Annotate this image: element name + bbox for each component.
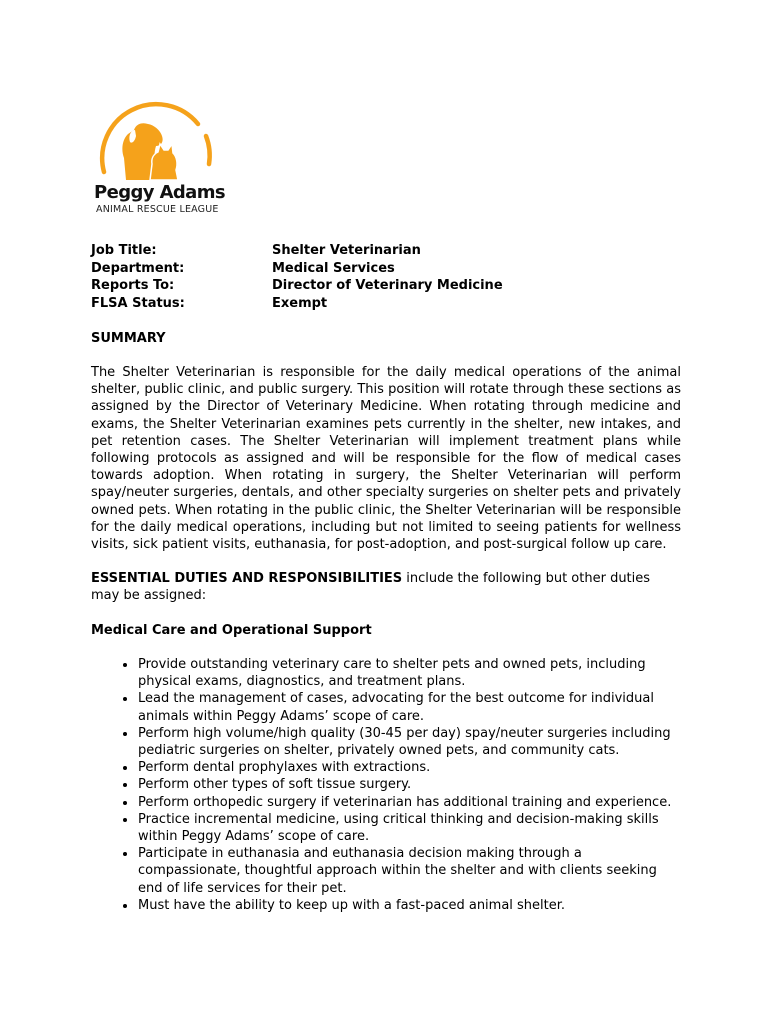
meta-row-job-title bbox=[91, 242, 503, 260]
medical-duties-list-container bbox=[91, 656, 676, 914]
organization-logo bbox=[88, 100, 226, 220]
list-item: • Participate in euthanasia and euthanasia decision making through a compassionate, thoughtful approach within the shelter and with clients seeking end of life services for their pet. bbox=[137, 845, 676, 897]
meta-row-reports-to bbox=[91, 277, 503, 295]
list-item: • Provide outstanding veterinary care to shelter pets and owned pets, including physical exams, diagnostics, and treatment plans. bbox=[137, 656, 676, 690]
meta-label: Job Title: bbox=[91, 243, 157, 258]
meta-label: Department: bbox=[91, 260, 185, 276]
meta-row-department bbox=[91, 260, 503, 278]
meta-value: Exempt bbox=[272, 295, 328, 311]
list-item: • Perform orthopedic surgery if veterinarian has additional training and experience. bbox=[137, 794, 676, 811]
summary-heading: SUMMARY bbox=[91, 331, 166, 346]
logo-subtitle: ANIMAL RESCUE LEAGUE bbox=[96, 204, 219, 215]
meta-label: FLSA Status: bbox=[91, 295, 185, 311]
meta-value: Medical Services bbox=[272, 260, 395, 276]
list-item: • Practice incremental medicine, using critical thinking and decision-making skills within Peggy Adams’ scope of care. bbox=[137, 811, 676, 845]
list-item: • Perform other types of soft tissue surgery. bbox=[137, 776, 676, 793]
summary-body: The Shelter Veterinarian is responsible for the daily medical operations of the animal shelter, public clinic, and public surgery. This position will rotate through these sections as assigned by the Director of Veterinary Medicine. When rotating through medicine and exams, the Shelter Veterinarian examines pets currently in the shelter, new intakes, and pet retention cases. The Shelter Veterinarian will implement treatment plans while following protocols as assigned and will be responsible for the flow of medical cases towards adoption. When rotating in surgery, the Shelter Veterinarian will perform spay/neuter surgeries, dentals, and other specialty surgeries on shelter pets and privately owned pets. When rotating in the public clinic, the Shelter Veterinarian will be responsible for the daily medical operations, including but not limited to seeing patients for wellness visits, sick patient visits, euthanasia, for post-adoption, and post-surgical follow up care. bbox=[91, 365, 681, 553]
medical-duties-list bbox=[91, 656, 676, 914]
duties-heading: ESSENTIAL DUTIES AND RESPONSIBILITIES bbox=[91, 571, 403, 586]
list-item: • Must have the ability to keep up with a fast-paced animal shelter. bbox=[137, 897, 676, 914]
meta-label: Reports To: bbox=[91, 278, 175, 293]
job-meta-table bbox=[91, 242, 503, 312]
logo-wordmark: Peggy Adams bbox=[94, 182, 226, 203]
meta-value: Director of Veterinary Medicine bbox=[272, 278, 503, 293]
medical-care-heading: Medical Care and Operational Support bbox=[91, 623, 372, 638]
duties-intro-text: include the following but other duties may be assigned: bbox=[91, 571, 651, 604]
list-item: • Perform dental prophylaxes with extractions. bbox=[137, 759, 676, 776]
list-item: • Lead the management of cases, advocating for the best outcome for individual animals within Peggy Adams’ scope of care. bbox=[137, 690, 676, 724]
meta-row-flsa-status bbox=[91, 295, 503, 313]
dog-cat-logo-icon bbox=[88, 100, 218, 184]
duties-intro bbox=[91, 570, 681, 604]
meta-value: Shelter Veterinarian bbox=[272, 243, 421, 258]
list-item: • Perform high volume/high quality (30-45 per day) spay/neuter surgeries including pediatric surgeries on shelter, privately owned pets, and community cats. bbox=[137, 725, 676, 759]
